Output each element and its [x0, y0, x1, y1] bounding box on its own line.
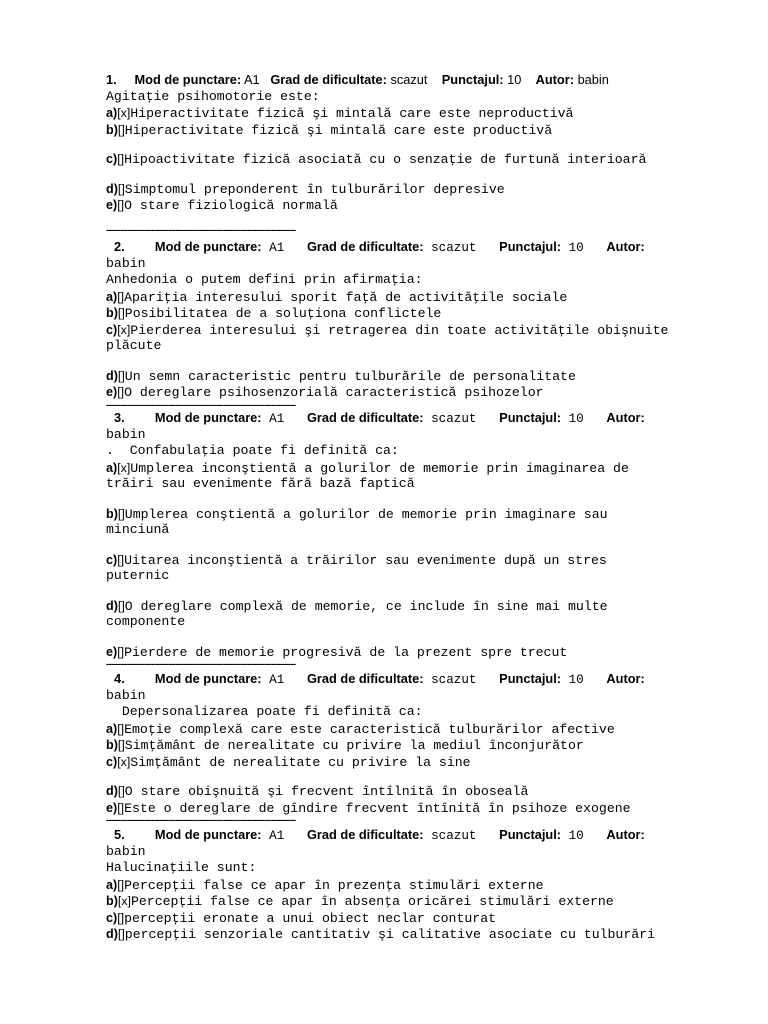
option-b[interactable]: b)[]Simţământ de nerealitate cu privire la mediul înconjurător	[106, 738, 584, 753]
option-a[interactable]: a)[]Apariţia interesului sporit faţă de activităţile sociale	[106, 289, 568, 305]
option-d-continuation: componente	[106, 614, 186, 629]
checkbox-mark[interactable]: []	[117, 289, 125, 304]
question-number: 4.	[114, 671, 125, 686]
option-a[interactable]: a)[x]Hiperactivitate fizică şi mintală care este neproductivă	[106, 106, 574, 121]
question-header	[106, 671, 706, 688]
question-3	[106, 410, 706, 669]
option-c[interactable]: c)[]Uitarea inconştientă a trăirilor sau evenimente după un stres	[106, 552, 607, 568]
checkbox-mark[interactable]: []	[117, 721, 125, 736]
autor-value: babin	[577, 72, 609, 87]
checkbox-mark[interactable]: []	[117, 181, 125, 196]
grad-value: scazut	[431, 412, 477, 426]
option-c-continuation: plăcute	[106, 338, 162, 353]
checkbox-mark[interactable]: [x]	[117, 106, 131, 120]
autor-label: Autor:	[535, 72, 574, 87]
question-header	[106, 410, 706, 427]
option-b[interactable]: b)[]Hiperactivitate fizică şi mintală care este productivă	[106, 122, 553, 138]
separator: -------------------------------------------------------------------------------	[106, 225, 296, 235]
question-header	[106, 72, 706, 89]
option-e[interactable]: e)[]O dereglare psihosenzorială caracteristică psihozelor	[106, 385, 544, 400]
checkbox-mark[interactable]: []	[117, 877, 125, 892]
mod-value: A1	[243, 72, 260, 87]
punctaj-value: 10	[568, 673, 584, 687]
question-stem: Agitaţie psihomotorie este:	[106, 88, 320, 104]
checkbox-mark[interactable]: [x]	[117, 460, 131, 475]
option-d[interactable]: d)[]percepţii senzoriale cantitativ şi calitative asociate cu tulburări	[106, 927, 656, 942]
autor-label: Autor:	[606, 827, 645, 842]
checkbox-mark[interactable]: []	[117, 552, 125, 567]
question-number: 5.	[114, 827, 125, 842]
question-number: 3.	[114, 410, 125, 425]
checkbox-mark[interactable]: []	[117, 598, 125, 613]
punctaj-value: 10	[568, 241, 584, 255]
checkbox-mark[interactable]: [x]	[117, 322, 131, 337]
question-stem: . Confabulaţia poate fi definită ca:	[106, 443, 399, 458]
option-a[interactable]: a)[x]Umplerea inconştientă a golurilor de memorie prin imaginarea de	[106, 460, 629, 476]
option-c[interactable]: c)[x]Pierderea interesului şi retragerea din toate activităţile obişnuite	[106, 322, 669, 338]
grad-label: Grad de dificultate:	[306, 410, 424, 425]
autor-label: Autor:	[606, 671, 645, 686]
question-stem: Halucinaţiile sunt:	[106, 860, 257, 875]
punctaj-label: Punctajul:	[499, 827, 562, 842]
mod-label: Mod de punctare:	[154, 239, 262, 254]
checkbox-mark[interactable]: []	[117, 122, 125, 137]
option-a-continuation: trăiri sau evenimente fără bază faptică	[106, 476, 415, 491]
question-header	[106, 827, 706, 844]
checkbox-mark[interactable]: []	[117, 152, 125, 166]
option-c-continuation: puternic	[106, 568, 170, 583]
option-e[interactable]: e)[]O stare fiziologică normală	[106, 198, 338, 213]
question-2	[106, 239, 706, 410]
grad-value: scazut	[431, 829, 477, 843]
checkbox-mark[interactable]: []	[117, 738, 125, 752]
mod-value: A1	[269, 673, 285, 687]
checkbox-mark[interactable]: []	[117, 368, 125, 383]
option-c[interactable]: c)[x]Simţământ de nerealitate cu privire la sine	[106, 754, 471, 770]
question-header	[106, 239, 706, 256]
question-number: 1.	[106, 72, 117, 87]
checkbox-mark[interactable]: []	[117, 506, 125, 521]
option-d[interactable]: d)[]Un semn caracteristic pentru tulburările de personalitate	[106, 368, 576, 384]
punctaj-label: Punctajul:	[499, 671, 562, 686]
checkbox-mark[interactable]: []	[117, 784, 125, 798]
mod-label: Mod de punctare:	[154, 671, 262, 686]
autor-label: Autor:	[606, 410, 645, 425]
punctaj-label: Punctajul:	[441, 72, 504, 87]
autor-value: babin	[106, 843, 146, 859]
grad-value: scazut	[431, 241, 477, 255]
option-e[interactable]: e)[]Pierdere de memorie progresivă de la prezent spre trecut	[106, 644, 568, 660]
mod-value: A1	[269, 241, 285, 255]
option-c[interactable]: c)[]Hipoactivitate fizică asociată cu o senzaţie de furtună interioară	[106, 152, 647, 167]
punctaj-value: 10	[568, 829, 584, 843]
checkbox-mark[interactable]: [x]	[117, 754, 131, 769]
option-b[interactable]: b)[]Posibilitatea de a soluţiona conflictele	[106, 306, 442, 321]
grad-value: scazut	[390, 72, 428, 87]
option-d[interactable]: d)[]O dereglare complexă de memorie, ce include în sine mai multe	[106, 598, 608, 614]
checkbox-mark[interactable]: []	[117, 927, 125, 941]
punctaj-label: Punctajul:	[499, 410, 562, 425]
checkbox-mark[interactable]: []	[117, 385, 125, 399]
punctaj-value: 10	[507, 72, 522, 87]
question-number: 2.	[114, 239, 125, 254]
mod-label: Mod de punctare:	[154, 410, 262, 425]
separator: -------------------------------------------------------------------------------	[106, 816, 296, 825]
option-a[interactable]: a)[]Percepţii false ce apar în prezenţa stimulări externe	[106, 877, 544, 893]
mod-value: A1	[269, 412, 285, 426]
checkbox-mark[interactable]: []	[117, 306, 125, 320]
grad-label: Grad de dificultate:	[306, 827, 424, 842]
checkbox-mark[interactable]: []	[117, 910, 125, 925]
mod-label: Mod de punctare:	[154, 827, 262, 842]
question-1	[106, 72, 706, 235]
separator: -------------------------------------------------------------------------------	[106, 400, 296, 410]
separator: -------------------------------------------------------------------------------	[106, 660, 296, 669]
option-d[interactable]: d)[]O stare obişnuită şi frecvent întîlnită în oboseală	[106, 784, 529, 799]
mod-label: Mod de punctare:	[134, 72, 242, 87]
grad-label: Grad de dificultate:	[306, 671, 424, 686]
checkbox-mark[interactable]: []	[117, 198, 125, 212]
autor-value: babin	[106, 255, 146, 271]
question-4	[106, 671, 706, 825]
option-b-continuation: minciună	[106, 522, 170, 537]
autor-value: babin	[106, 687, 146, 703]
option-a[interactable]: a)[]Emoţie complexă care este caracteristică tulburărilor afective	[106, 721, 615, 737]
option-b[interactable]: b)[]Umplerea conştientă a golurilor de memorie prin imaginare sau	[106, 506, 608, 522]
autor-value: babin	[106, 426, 146, 442]
punctaj-label: Punctajul:	[499, 239, 562, 254]
option-b[interactable]: b)[x]Percepţii false ce apar în absenţa oricărei stimulări externe	[106, 894, 614, 909]
autor-label: Autor:	[606, 239, 645, 254]
checkbox-mark[interactable]: []	[117, 644, 125, 659]
checkbox-mark[interactable]: [x]	[117, 894, 131, 908]
checkbox-mark[interactable]: []	[117, 800, 125, 815]
option-c[interactable]: c)[]percepţii eronate a unui obiect neclar conturat	[106, 910, 497, 926]
option-e[interactable]: e)[]Este o dereglare de gîndire frecvent întînită în psihoze exogene	[106, 800, 631, 816]
question-stem: Depersonalizarea poate fi definită ca:	[106, 704, 423, 719]
question-stem: Anhedonia o putem defini prin afirmaţia:	[106, 272, 423, 287]
grad-label: Grad de dificultate:	[306, 239, 424, 254]
mod-value: A1	[269, 829, 285, 843]
grad-label: Grad de dificultate:	[270, 72, 387, 87]
question-5	[106, 827, 706, 943]
grad-value: scazut	[431, 673, 477, 687]
punctaj-value: 10	[568, 412, 584, 426]
option-d[interactable]: d)[]Simptomul preponderent în tulburărilor depresive	[106, 181, 505, 197]
